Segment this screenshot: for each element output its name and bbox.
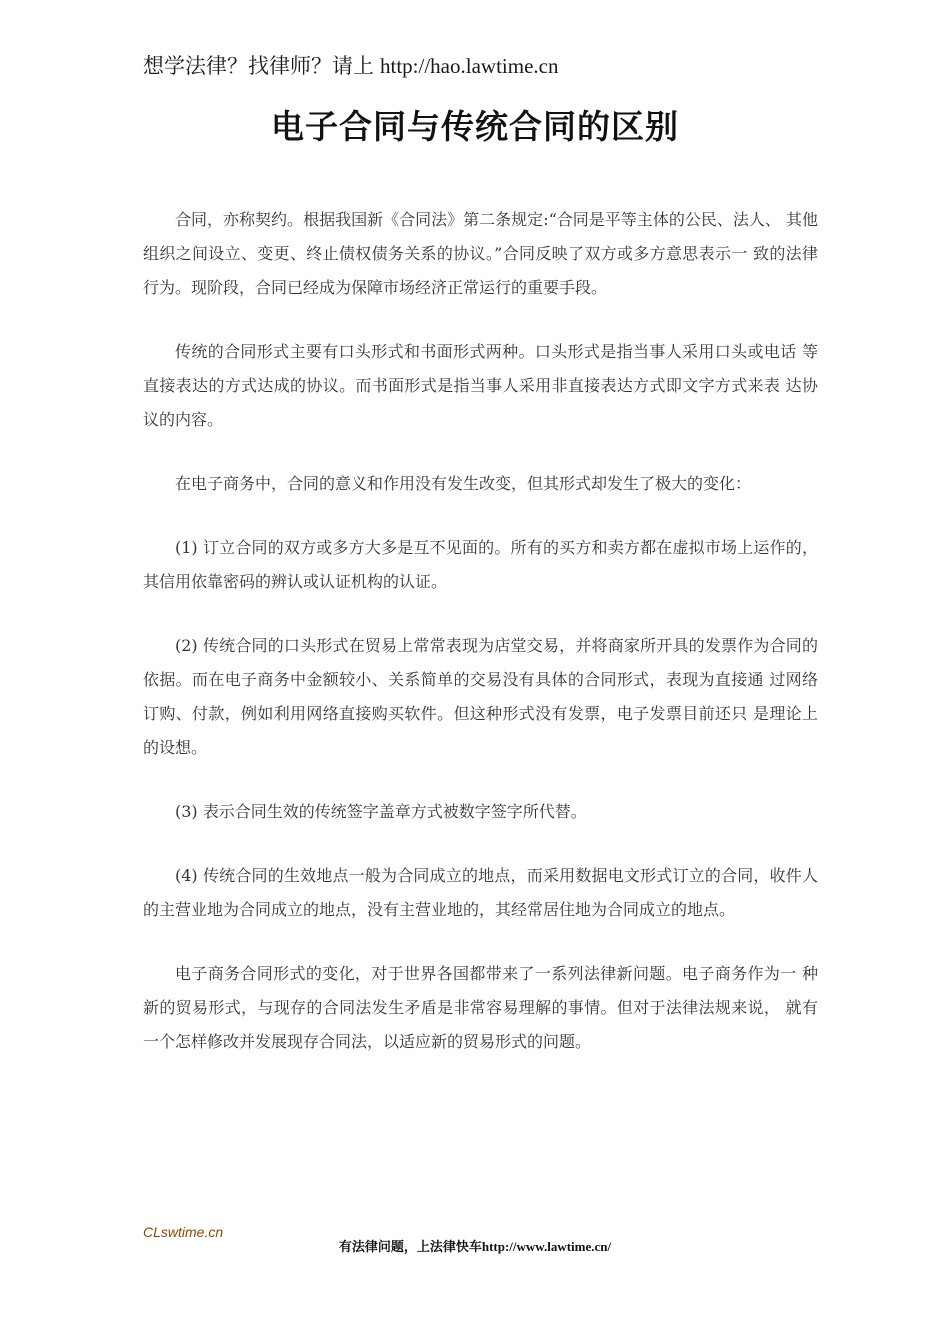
footer-logo: CLswtime.cn bbox=[143, 1224, 224, 1240]
paragraph-point-4: (4) 传统合同的生效地点一般为合同成立的地点，而采用数据电文形式订立的合同，收件人的主营业地为合同成立的地点，没有主营业地的，其经常居住地为合同成立的地点。 bbox=[143, 866, 818, 919]
page-header bbox=[143, 50, 558, 80]
paragraph-conclusion: 电子商务合同形式的变化，对于世界各国都带来了一系列法律新问题。电子商务作为一 种新的贸易形式，与现存的合同法发生矛盾是非常容易理解的事情。但对于法律法规来说， 就有一个怎样修改并发展现存合同法，以适应新的贸易形式的问题。 bbox=[143, 964, 818, 1051]
document-body bbox=[143, 203, 818, 1089]
footer-text: 有法律问题，上法律快车 bbox=[338, 1240, 482, 1255]
paragraph-point-3: (3) 表示合同生效的传统签字盖章方式被数字签字所代替。 bbox=[175, 802, 587, 821]
paragraph-traditional-forms: 传统的合同形式主要有口头形式和书面形式两种。口头形式是指当事人采用口头或电话 等直接表达的方式达成的协议。而书面形式是指当事人采用非直接表达方式即文字方式来表 达协议的内容。 bbox=[143, 342, 818, 429]
paragraph-point-2: (2) 传统合同的口头形式在贸易上常常表现为店堂交易，并将商家所开具的发票作为合同的依据。而在电子商务中金额较小、关系简单的交易没有具体的合同形式，表现为直接通 过网络订购、付款，例如利用网络直接购买软件。但这种形式没有发票，电子发票目前还只 是理论上的设想。 bbox=[143, 636, 818, 757]
paragraph-definition: 合同，亦称契约。根据我国新《合同法》第二条规定:“合同是平等主体的公民、法人、 其他组织之间设立、变更、终止债权债务关系的协议。”合同反映了双方或多方意思表示一 致的法律行为。现阶段，合同已经成为保障市场经济正常运行的重要手段。 bbox=[143, 210, 818, 297]
paragraph-point-1: (1) 订立合同的双方或多方大多是互不见面的。所有的买方和卖方都在虚拟市场上运作的，其信用依靠密码的辨认或认证机构的认证。 bbox=[143, 538, 818, 591]
header-link[interactable]: http://hao.lawtime.cn bbox=[380, 54, 559, 78]
page-footer bbox=[0, 1236, 950, 1255]
document-title: 电子合同与传统合同的区别 bbox=[271, 107, 679, 146]
paragraph-ecommerce-intro: 在电子商务中，合同的意义和作用没有发生改变，但其形式却发生了极大的变化： bbox=[175, 474, 752, 493]
header-prompt: 想学法律？找律师？请上 bbox=[143, 54, 374, 78]
footer-link[interactable]: http://www.lawtime.cn/ bbox=[481, 1239, 612, 1254]
